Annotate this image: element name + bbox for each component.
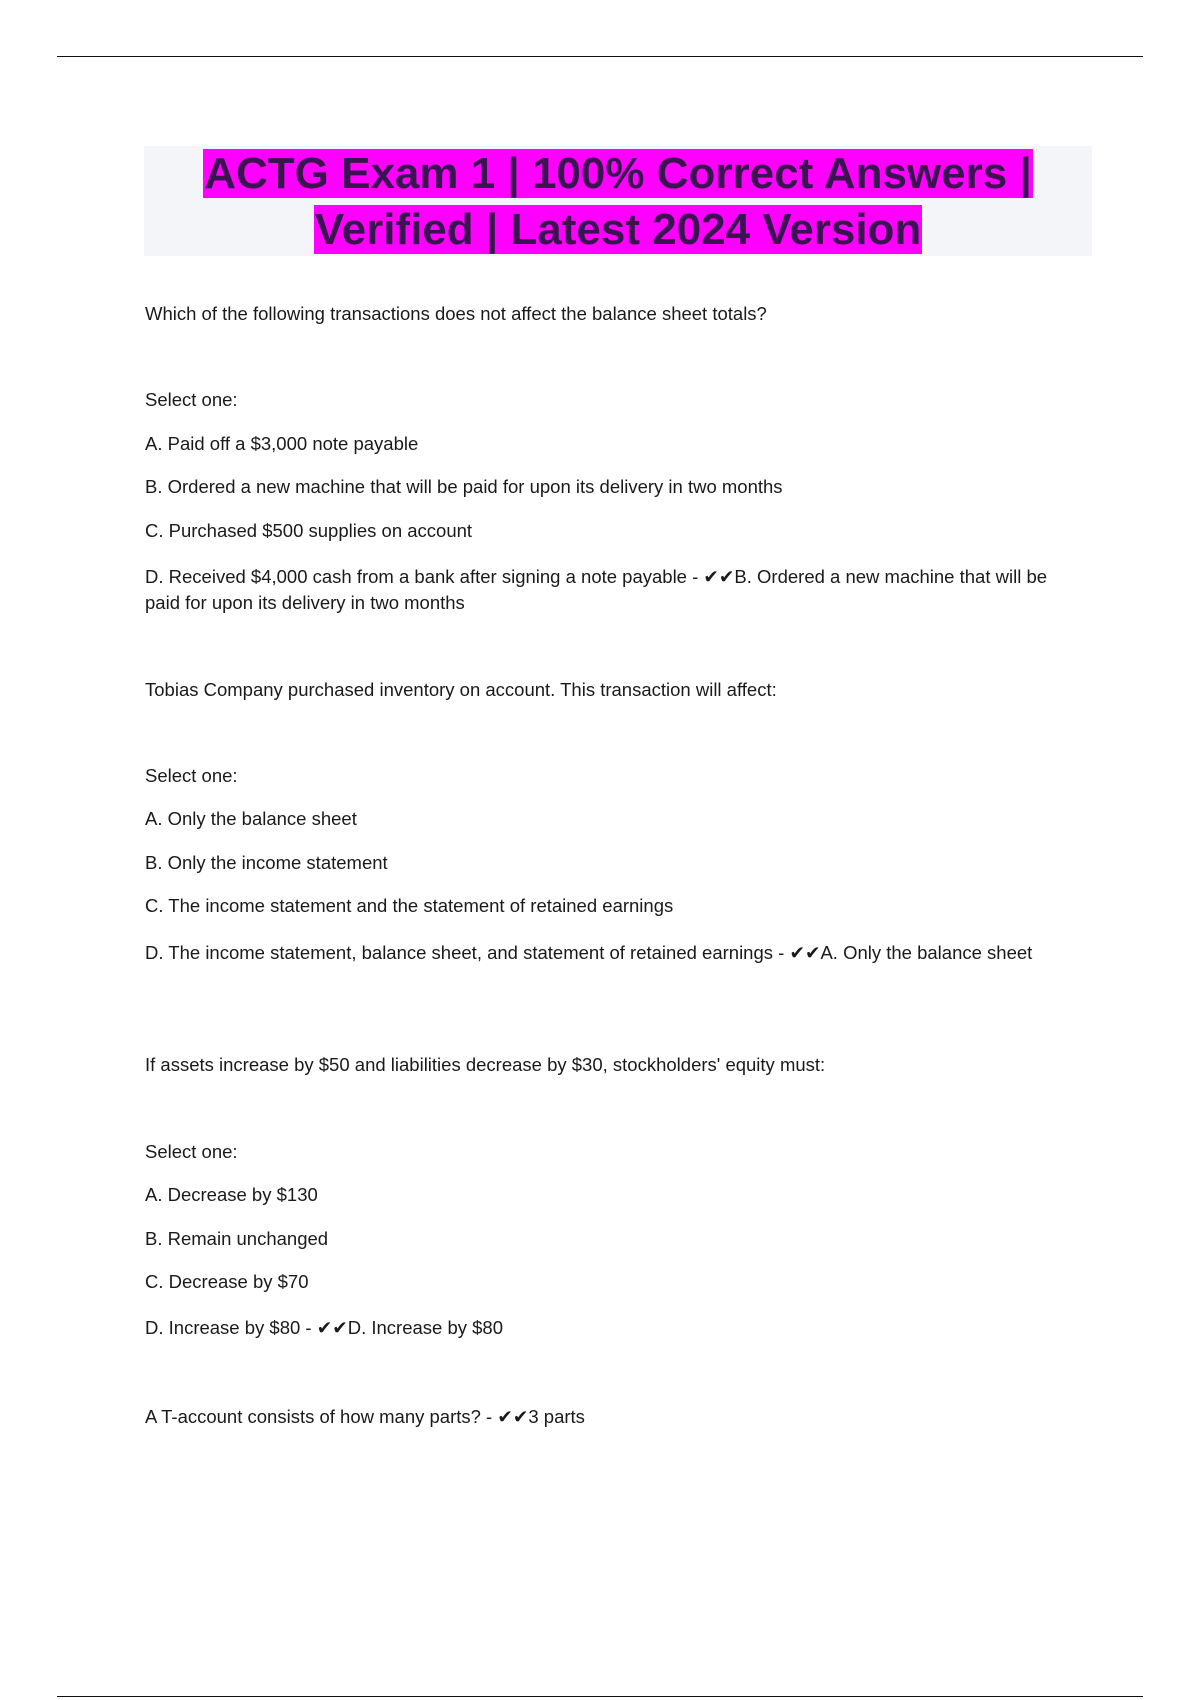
answer-option: C. The income statement and the statement of retained earnings <box>145 895 674 916</box>
select-one-label: Select one: <box>145 1141 238 1162</box>
answer-option-with-key: D. Increase by $80 - ✔✔D. Increase by $80 <box>145 1317 504 1338</box>
answer-option: A. Only the balance sheet <box>145 808 357 829</box>
question-prompt: Tobias Company purchased inventory on account. This transaction will affect: <box>145 679 777 700</box>
answer-option-with-key: D. The income statement, balance sheet, and statement of retained earnings - ✔✔A. Only the balance sheet <box>145 942 1033 963</box>
title-block <box>144 146 1092 256</box>
answer-option: C. Decrease by $70 <box>145 1271 309 1292</box>
answer-option: C. Purchased $500 supplies on account <box>145 520 473 541</box>
select-one-label: Select one: <box>145 389 238 410</box>
top-rule <box>57 56 1143 57</box>
answer-option: B. Ordered a new machine that will be paid for upon its delivery in two months <box>145 476 783 497</box>
answer-option-with-key: D. Received $4,000 cash from a bank after signing a note payable - ✔✔B. Ordered a new machine that will be paid for upon its delivery in two months <box>145 566 1048 613</box>
answer-option: B. Remain unchanged <box>145 1228 329 1249</box>
page-title-text: ACTG Exam 1 | 100% Correct Answers | Verified | Latest 2024 Version <box>204 149 1032 254</box>
answer-option: B. Only the income statement <box>145 852 388 873</box>
answer-option: A. Decrease by $130 <box>145 1184 318 1205</box>
answer-option: A. Paid off a $3,000 note payable <box>145 433 419 454</box>
select-one-label: Select one: <box>145 765 238 786</box>
page-title <box>144 146 1092 258</box>
bottom-rule <box>57 1696 1143 1697</box>
question-prompt-with-key: A T-account consists of how many parts? - ✔✔3 parts <box>145 1406 585 1427</box>
question-prompt: Which of the following transactions does not affect the balance sheet totals? <box>145 303 767 324</box>
question-prompt: If assets increase by $50 and liabilities decrease by $30, stockholders' equity must: <box>145 1054 826 1075</box>
